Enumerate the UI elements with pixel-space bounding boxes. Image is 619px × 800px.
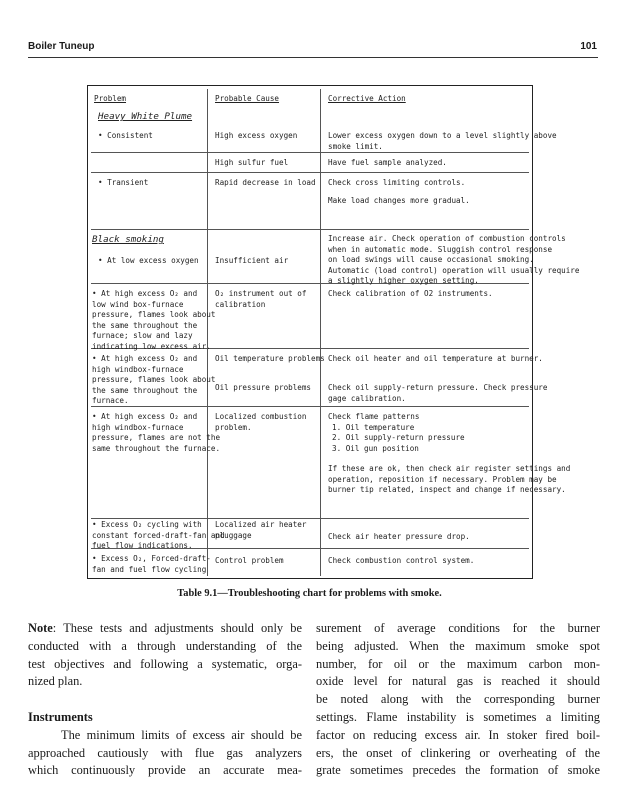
problem-cell: pressure, flames look about	[92, 375, 216, 384]
action-cell: burner tip related, inspect and change if necessary.	[328, 485, 566, 494]
problem-cell: pressure, flames look about	[92, 310, 216, 319]
body-line: approached cautiously with flue gas analyzers	[28, 745, 302, 760]
problem-cell: fuel flow indications.	[92, 541, 193, 550]
body-column-right	[316, 620, 600, 780]
problem-cell: • Consistent	[98, 131, 153, 140]
cause-cell: High sulfur fuel	[215, 158, 289, 167]
cause-cell: Localized combustion	[215, 412, 307, 421]
body-line: which continuously provide an accurate mea-	[28, 763, 302, 778]
problem-cell: low wind box-furnace	[92, 299, 184, 309]
body-line: test objectives and following a systematic, orga-	[28, 656, 302, 671]
section-title-white-plume: Heavy White Plume	[98, 111, 193, 122]
cause-cell: High excess oxygen	[215, 131, 298, 140]
troubleshooting-table	[87, 85, 580, 579]
problem-cell: • At high excess O₂ and	[92, 289, 198, 298]
section-title-black-smoking: Black smoking	[92, 234, 164, 245]
body-line: The minimum limits of excess air should be	[61, 727, 302, 742]
problem-cell: same throughout the furnace.	[92, 443, 221, 453]
body-line: oxide level for natural gas is reached it should	[316, 674, 600, 689]
problem-cell: • At high excess O₂ and	[92, 412, 198, 421]
body-line: factor on reducing excess air. In stoker fired boil-	[316, 727, 600, 742]
action-cell: 3. Oil gun position	[332, 443, 419, 453]
problem-cell: the same throughout the	[92, 320, 198, 330]
action-cell: Have fuel sample analyzed.	[328, 158, 447, 167]
action-cell: Increase air. Check operation of combustion controls	[328, 234, 566, 243]
problem-cell: pressure, flames are not the	[92, 433, 221, 442]
problem-cell: high windbox-furnace	[92, 422, 184, 432]
action-cell: 1. Oil temperature	[332, 422, 415, 432]
cause-cell: calibration	[215, 299, 266, 309]
action-cell: Check flame patterns	[328, 412, 420, 421]
column-divider	[320, 89, 321, 576]
problem-cell: • Excess O₂, Forced-draft-	[92, 554, 211, 563]
problem-cell: furnace.	[92, 396, 129, 405]
problem-cell: fan and fuel flow cycling	[92, 564, 207, 574]
body-line: settings. Flame instability is sometimes a limiting	[316, 709, 600, 724]
table-caption: Table 9.1—Troubleshooting chart for problems with smoke.	[177, 588, 442, 599]
body-column-left	[28, 620, 302, 780]
cause-cell: O₂ instrument out of	[215, 289, 307, 298]
header-problem: Problem	[94, 94, 127, 103]
body-line: surement of average conditions for the burner	[316, 621, 600, 635]
body-line: : These tests and adjustments should only be	[52, 621, 302, 635]
row-divider	[91, 229, 529, 230]
problem-cell: • At high excess O₂ and	[92, 354, 198, 363]
problem-cell: • Excess O₂ cycling with	[92, 520, 202, 529]
cause-cell: problem.	[215, 422, 252, 432]
row-divider	[91, 406, 529, 407]
cause-cell: pluggage	[215, 530, 252, 540]
header-corrective-action: Corrective Action	[328, 94, 406, 103]
problem-cell: indicating low excess air.	[92, 341, 211, 351]
body-line: nized plan.	[28, 674, 83, 689]
action-cell: Check cross limiting controls.	[328, 178, 466, 187]
body-line: grate sometimes precedes the formation of smoke	[316, 763, 600, 778]
action-cell: operation, reposition if necessary. Problem may be	[328, 474, 557, 484]
action-cell: smoke limit.	[328, 142, 383, 151]
note-label: Note	[28, 621, 53, 635]
problem-cell: constant forced-draft-fan and	[92, 530, 225, 540]
problem-cell: • At low excess oxygen	[98, 256, 199, 265]
row-divider	[91, 152, 529, 153]
page-number: 101	[580, 41, 597, 52]
problem-cell: the same throughout the	[92, 385, 198, 395]
cause-cell: Oil pressure problems	[215, 383, 312, 392]
problem-cell: • Transient	[98, 178, 149, 187]
action-cell: If these are ok, then check air register settings and	[328, 464, 571, 473]
action-cell: 2. Oil supply-return pressure	[332, 433, 465, 442]
section-heading-instruments: Instruments	[28, 709, 93, 724]
action-cell: Automatic (load control) operation will usually require	[328, 265, 580, 275]
action-cell: gage calibration.	[328, 393, 406, 403]
running-header: Boiler Tuneup	[28, 41, 95, 52]
header-rule	[28, 57, 598, 58]
action-cell: Check oil supply-return pressure. Check pressure	[328, 383, 548, 392]
action-cell: Check oil heater and oil temperature at burner.	[328, 354, 543, 363]
body-line: ers, the onset of clinkering or overheating of the	[316, 745, 600, 760]
cause-cell: Rapid decrease in load	[215, 178, 316, 187]
row-divider	[91, 518, 529, 519]
column-divider	[207, 89, 208, 576]
cause-cell: Control problem	[215, 556, 284, 565]
action-cell: a slightly higher oxygen setting.	[328, 276, 479, 285]
cause-cell: Localized air heater	[215, 520, 307, 529]
problem-cell: furnace; slow and lazy	[92, 331, 193, 340]
cause-cell: Insufficient air	[215, 256, 289, 265]
problem-cell: high windbox-furnace	[92, 364, 184, 374]
action-cell: on load swings will cause occasional smoking.	[328, 255, 534, 264]
header-probable-cause: Probable Cause	[215, 94, 280, 103]
body-line: be noted along with the corresponding burner	[316, 692, 600, 707]
action-cell: Check calibration of O2 instruments.	[328, 289, 493, 298]
action-cell: Check air heater pressure drop.	[328, 532, 470, 541]
cause-cell: Oil temperature problems	[215, 354, 325, 363]
action-cell: Check combustion control system.	[328, 556, 475, 565]
body-line: conducted with a through understanding of the	[28, 638, 302, 653]
action-cell: when in automatic mode. Sluggish control response	[328, 244, 553, 254]
body-line: being adjusted. When the maximum smoke spot	[316, 638, 600, 653]
action-cell: Lower excess oxygen down to a level slightly above	[328, 131, 557, 140]
row-divider	[91, 172, 529, 173]
body-line: number, for oil or the maximum carbon mon-	[316, 656, 600, 671]
action-cell: Make load changes more gradual.	[328, 196, 470, 205]
